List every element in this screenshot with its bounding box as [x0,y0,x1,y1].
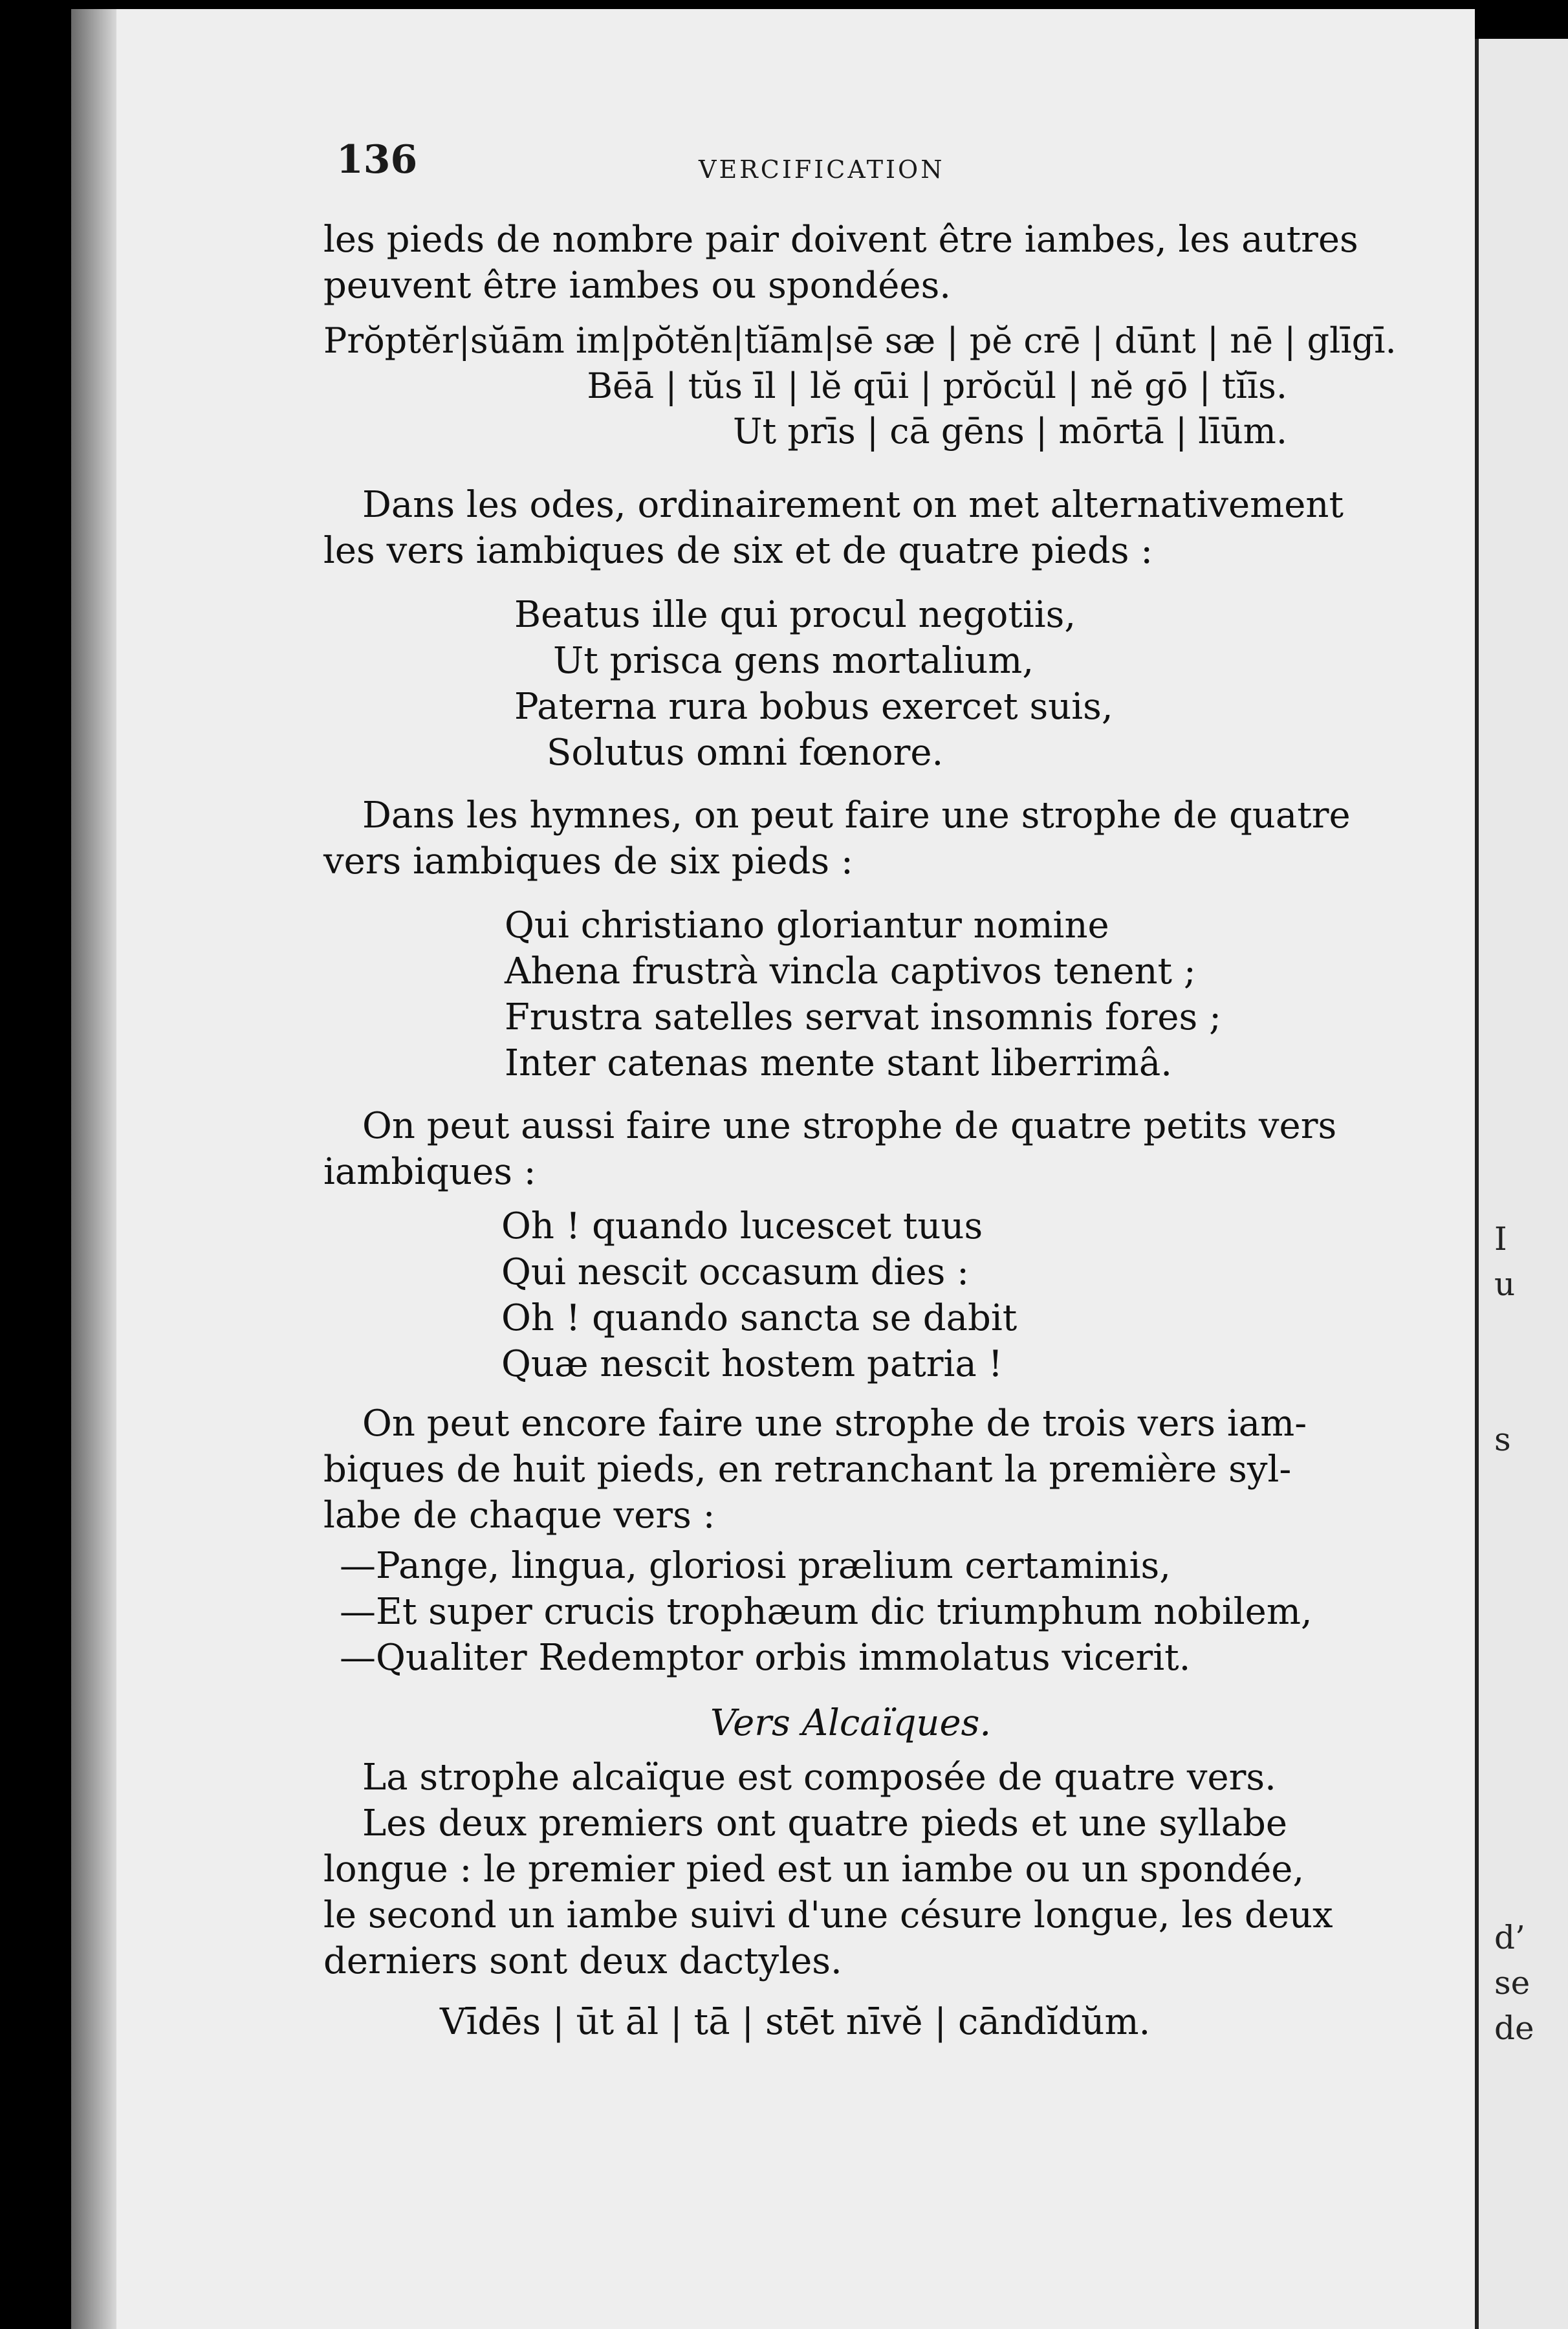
scansion-block [323,318,1397,454]
text-line: On peut encore faire une strophe de trois vers iam- [362,1403,1307,1445]
text-line: le second un iambe suivi d'une césure longue, les deux [323,1894,1333,1936]
adjacent-fragment: I [1494,1220,1507,1258]
text-line: labe de chaque vers : [323,1494,715,1536]
page-gutter-shadow [71,9,116,2329]
verse-line: Beatus ille qui procul negotiis, [514,594,1076,636]
text-line: Les deux premiers ont quatre pieds et une syllabe [362,1802,1287,1844]
adjacent-fragment: de [1494,2009,1534,2047]
scansion-line: Bēā | tŭs īl | lĕ qūi | prŏcŭl | nĕ gō | tĭīs. [587,366,1287,406]
verse-line: —Pange, lingua, gloriosi prælium certaminis, [340,1545,1171,1587]
verse-line: —Qualiter Redemptor orbis immolatus vicerit. [340,1637,1191,1679]
text-line: longue : le premier pied est un iambe ou un spondée, [323,1848,1305,1890]
section-title: Vers Alcaïques. [710,1702,992,1744]
text-line: Dans les odes, ordinairement on met alternativement [362,484,1344,526]
verse-line: Qui christiano gloriantur nomine [505,904,1109,946]
verse-line: Quæ nescit hostem patria ! [501,1343,1003,1385]
text-line: vers iambiques de six pieds : [323,840,853,882]
adjacent-fragment: s [1494,1421,1511,1458]
verse-line: Solutus omni fœnore. [547,732,944,774]
petits-verse [501,1203,1213,1387]
text-line: derniers sont deux dactyles. [323,1940,842,1982]
verse-line: Ahena frustrà vincla captivos tenent ; [505,950,1196,992]
text-line: peuvent être iambes ou spondées. [323,265,952,307]
trois-paragraph [323,1401,1307,1538]
verse-line: Oh ! quando sancta se dabit [501,1297,1018,1339]
trois-verse [340,1543,1312,1681]
alcaique-paragraph [323,1755,1333,1984]
running-title: VERCIFICATION [699,155,945,184]
verse-line: Paterna rura bobus exercet suis, [514,686,1113,728]
verse-line: Oh ! quando lucescet tuus [501,1205,983,1247]
verse-line: Inter catenas mente stant liberrimâ. [505,1042,1173,1084]
verse-line: Frustra satelles servat insomnis fores ; [505,996,1221,1038]
text-line: On peut aussi faire une strophe de quatre petits vers [362,1105,1337,1147]
text-line: Dans les hymnes, on peut faire une strophe de quatre [362,794,1351,836]
adjacent-fragment: d’ [1494,1919,1525,1956]
adjacent-page-edge [1475,39,1568,2329]
page-number: 136 [336,137,418,182]
text-line: les pieds de nombre pair doivent être iambes, les autres [323,219,1358,261]
adjacent-fragment: se [1494,1964,1530,2002]
text-line: iambiques : [323,1151,536,1193]
scansion-line: Ut prīs | cā gēns | mōrtā | līūm. [732,411,1287,452]
petits-paragraph [323,1103,1337,1195]
verse-line: —Et super crucis trophæum dic triumphum nobilem, [340,1591,1312,1633]
odes-verse [514,592,1226,776]
text-line: La strophe alcaïque est composée de quatre vers. [362,1756,1276,1799]
intro-paragraph [323,217,1358,309]
text-line: les vers iambiques de six et de quatre pieds : [323,530,1153,572]
scansion-line: Prŏptĕr|sŭām im|pŏtĕn|tĭām|sē sæ | pĕ crē | dūnt | nē | glīgī. [323,320,1397,361]
adjacent-fragment: u [1494,1265,1516,1303]
verse-line: Ut prisca gens mortalium, [553,640,1034,682]
text-line: biques de huit pieds, en retranchant la première syl- [323,1449,1292,1491]
scansion-line-final: Vīdēs | ūt āl | tā | stēt nīvĕ | cāndĭdŭm. [440,2001,1151,2043]
hymnes-paragraph [323,793,1351,884]
verse-line: Qui nescit occasum dies : [501,1251,970,1293]
hymnes-verse [505,902,1281,1086]
odes-paragraph [323,482,1344,574]
